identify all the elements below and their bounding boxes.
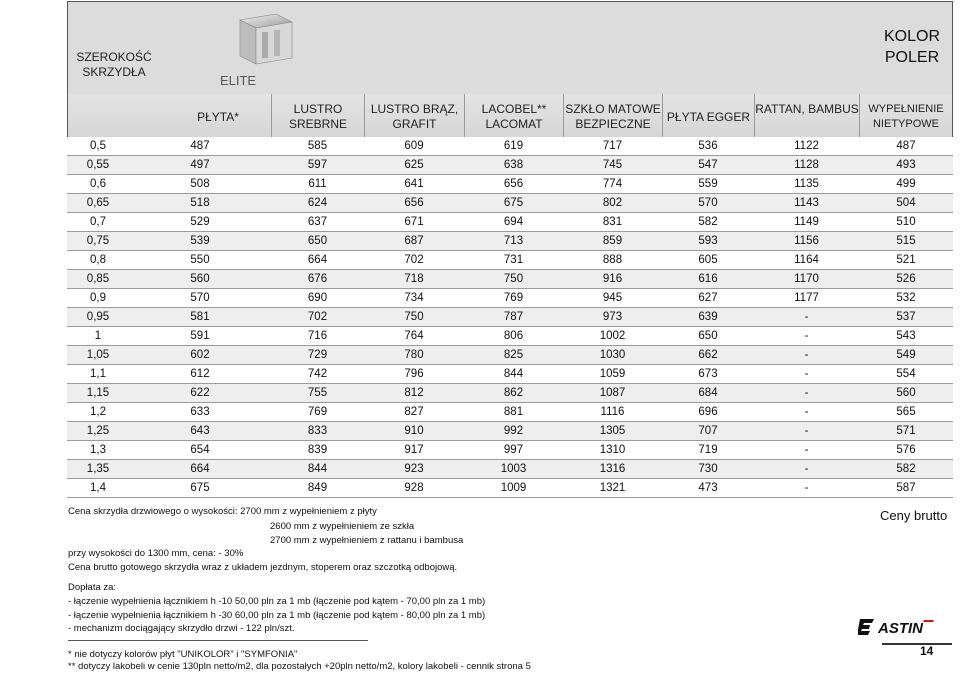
price-cell: 576 — [859, 441, 953, 460]
price-cell: 641 — [364, 175, 464, 194]
page-number: 14 — [920, 644, 934, 658]
price-cell: 582 — [859, 460, 953, 479]
price-cell: 839 — [271, 441, 364, 460]
price-cell: 493 — [859, 156, 953, 175]
price-cell: 515 — [859, 232, 953, 251]
price-cell: 537 — [859, 308, 953, 327]
price-cell: 609 — [364, 137, 464, 156]
width-cell: 1,2 — [67, 403, 129, 422]
price-cell: 518 — [129, 194, 271, 213]
price-cell: 633 — [129, 403, 271, 422]
price-cell: 802 — [563, 194, 662, 213]
ceny-brutto-label: Ceny brutto — [880, 508, 948, 523]
price-cell: 671 — [364, 213, 464, 232]
price-cell: 591 — [129, 327, 271, 346]
price-cell: 787 — [464, 308, 563, 327]
price-cell: 487 — [859, 137, 953, 156]
price-cell: 664 — [271, 251, 364, 270]
price-cell: 605 — [662, 251, 754, 270]
price-cell: 844 — [464, 365, 563, 384]
price-cell: 612 — [129, 365, 271, 384]
table-row — [67, 232, 953, 251]
price-cell: 992 — [464, 422, 563, 441]
price-cell: 827 — [364, 403, 464, 422]
price-cell: 675 — [129, 479, 271, 498]
note-line-2: 2600 mm z wypełnieniem ze szkła — [270, 521, 415, 532]
price-cell: 487 — [129, 137, 271, 156]
table-row — [67, 289, 953, 308]
price-cell: 862 — [464, 384, 563, 403]
price-cell: 587 — [859, 479, 953, 498]
width-cell: 1,1 — [67, 365, 129, 384]
note-line-3: 2700 mm z wypełnieniem z rattanu i bambusa — [270, 535, 464, 546]
price-cell: - — [754, 422, 859, 441]
price-cell: 734 — [364, 289, 464, 308]
width-cell: 0,8 — [67, 251, 129, 270]
price-cell: 1128 — [754, 156, 859, 175]
price-cell: 917 — [364, 441, 464, 460]
footnote-2: ** dotyczy lakobeli w cenie 130pln netto/m2, dla pozostałych +20pln netto/m2, kolory lakobeli - cennik strona 5 — [68, 661, 531, 672]
price-cell: 1003 — [464, 460, 563, 479]
price-cell: 730 — [662, 460, 754, 479]
price-cell: 687 — [364, 232, 464, 251]
table-row — [67, 327, 953, 346]
width-cell: 1,3 — [67, 441, 129, 460]
price-cell: - — [754, 346, 859, 365]
price-cell: 1156 — [754, 232, 859, 251]
price-cell: 570 — [662, 194, 754, 213]
price-cell: 1170 — [754, 270, 859, 289]
price-cell: 616 — [662, 270, 754, 289]
price-cell: 780 — [364, 346, 464, 365]
price-cell: 859 — [563, 232, 662, 251]
price-cell: 638 — [464, 156, 563, 175]
price-cell: 585 — [271, 137, 364, 156]
price-cell: 529 — [129, 213, 271, 232]
column-header-egger: PŁYTA EGGER — [666, 110, 751, 124]
price-cell: 676 — [271, 270, 364, 289]
column-header-szklo: SZKŁO MATOWE BEZPIECZNE — [565, 102, 661, 131]
price-cell: 1030 — [563, 346, 662, 365]
price-cell: 1009 — [464, 479, 563, 498]
price-cell: - — [754, 327, 859, 346]
price-cell: 662 — [662, 346, 754, 365]
price-cell: 796 — [364, 365, 464, 384]
note-line-4: przy wysokości do 1300 mm, cena: - 30% — [68, 548, 244, 559]
table-row — [67, 479, 953, 498]
header-top-band — [68, 2, 952, 94]
price-cell: 718 — [364, 270, 464, 289]
width-cell: 1,25 — [67, 422, 129, 441]
table-row — [67, 384, 953, 403]
price-cell: 597 — [271, 156, 364, 175]
price-cell: 1087 — [563, 384, 662, 403]
table-row — [67, 213, 953, 232]
price-cell: 532 — [859, 289, 953, 308]
price-table — [67, 137, 953, 498]
price-cell: 831 — [563, 213, 662, 232]
price-cell: 713 — [464, 232, 563, 251]
price-cell: 473 — [662, 479, 754, 498]
table-row — [67, 270, 953, 289]
price-cell: 675 — [464, 194, 563, 213]
column-header-lustro-braz: LUSTRO BRĄZ, GRAFIT — [370, 102, 459, 131]
price-cell: 627 — [662, 289, 754, 308]
price-cell: 1122 — [754, 137, 859, 156]
price-cell: 1177 — [754, 289, 859, 308]
price-cell: 750 — [364, 308, 464, 327]
table-row — [67, 441, 953, 460]
price-cell: 696 — [662, 403, 754, 422]
note-line-5: Cena brutto gotowego skrzydła wraz z układem jezdnym, stoperem oraz szczotką odbojową. — [68, 562, 458, 573]
price-cell: 849 — [271, 479, 364, 498]
price-cell: 812 — [364, 384, 464, 403]
price-cell: 806 — [464, 327, 563, 346]
price-cell: 624 — [271, 194, 364, 213]
column-header-nietypowe: WYPEŁNIENIE NIETYPOWE — [868, 103, 944, 130]
price-cell: 650 — [271, 232, 364, 251]
price-cell: - — [754, 384, 859, 403]
doplata-item: - łączenie wypełnienia łącznikiem h -10 50,00 pln za 1 mb (łączenie pod kątem - 70,00 pln za 1 mb) — [68, 596, 486, 607]
price-cell: 844 — [271, 460, 364, 479]
price-cell: 745 — [563, 156, 662, 175]
price-cell: 602 — [129, 346, 271, 365]
column-header-plyta: PŁYTA* — [197, 110, 239, 124]
price-cell: 560 — [859, 384, 953, 403]
price-cell: - — [754, 441, 859, 460]
price-cell: 729 — [271, 346, 364, 365]
price-cell: 521 — [859, 251, 953, 270]
price-cell: 945 — [563, 289, 662, 308]
price-cell: 554 — [859, 365, 953, 384]
price-cell: 719 — [662, 441, 754, 460]
price-cell: 707 — [662, 422, 754, 441]
price-cell: 888 — [563, 251, 662, 270]
note-price-heights: Cena skrzydła drzwiowego o wysokości: 2700 mm z wypełnieniem z płyty — [68, 506, 377, 517]
price-cell: 619 — [464, 137, 563, 156]
price-cell: 497 — [129, 156, 271, 175]
price-cell: 1002 — [563, 327, 662, 346]
price-cell: 1316 — [563, 460, 662, 479]
price-cell: 582 — [662, 213, 754, 232]
price-cell: 611 — [271, 175, 364, 194]
price-cell: 656 — [364, 194, 464, 213]
table-row — [67, 156, 953, 175]
price-cell: 916 — [563, 270, 662, 289]
table-row — [67, 137, 953, 156]
width-cell: 0,65 — [67, 194, 129, 213]
price-cell: 559 — [662, 175, 754, 194]
page-number-bar — [882, 643, 952, 645]
price-cell: 833 — [271, 422, 364, 441]
price-cell: 769 — [271, 403, 364, 422]
astin-logo — [858, 617, 950, 637]
price-cell: 1149 — [754, 213, 859, 232]
width-cell: 0,85 — [67, 270, 129, 289]
product-label: ELITE — [219, 73, 257, 88]
doplata-item: - mechanizm dociągający skrzydło drzwi - 122 pln/szt. — [68, 623, 295, 634]
price-cell: 560 — [129, 270, 271, 289]
price-cell: - — [754, 365, 859, 384]
price-cell: 510 — [859, 213, 953, 232]
price-cell: 499 — [859, 175, 953, 194]
width-cell: 0,7 — [67, 213, 129, 232]
footnote-rule — [68, 640, 368, 641]
price-cell: 571 — [859, 422, 953, 441]
price-cell: 504 — [859, 194, 953, 213]
doplata-item: - łączenie wypełnienia łącznikiem h -30 60,00 pln za 1 mb (łączenie pod kątem - 80,00 pln za 1 mb) — [68, 610, 486, 621]
width-cell: 0,5 — [67, 137, 129, 156]
price-cell: 825 — [464, 346, 563, 365]
width-cell: 1 — [67, 327, 129, 346]
table-row — [67, 194, 953, 213]
price-cell: 702 — [364, 251, 464, 270]
width-cell: 0,9 — [67, 289, 129, 308]
kolor-label: KOLOR POLER — [883, 28, 940, 66]
price-cell: 565 — [859, 403, 953, 422]
price-cell: 1305 — [563, 422, 662, 441]
price-cell: 643 — [129, 422, 271, 441]
profile-image — [236, 14, 296, 72]
price-cell: - — [754, 460, 859, 479]
price-cell: 1059 — [563, 365, 662, 384]
price-cell: 1310 — [563, 441, 662, 460]
doplata-title: Dopłata za: — [68, 582, 117, 593]
price-cell: 997 — [464, 441, 563, 460]
price-cell: - — [754, 479, 859, 498]
price-cell: 625 — [364, 156, 464, 175]
price-cell: 536 — [662, 137, 754, 156]
price-cell: 774 — [563, 175, 662, 194]
price-cell: 1164 — [754, 251, 859, 270]
price-cell: 755 — [271, 384, 364, 403]
price-cell: 1135 — [754, 175, 859, 194]
column-header-rattan: RATTAN, BAMBUS — [755, 102, 859, 116]
width-cell: 0,55 — [67, 156, 129, 175]
price-cell: 547 — [662, 156, 754, 175]
price-cell: 581 — [129, 308, 271, 327]
price-cell: 543 — [859, 327, 953, 346]
price-cell: 881 — [464, 403, 563, 422]
price-cell: 673 — [662, 365, 754, 384]
price-cell: - — [754, 403, 859, 422]
price-cell: 750 — [464, 270, 563, 289]
price-cell: 526 — [859, 270, 953, 289]
price-cell: 639 — [662, 308, 754, 327]
price-cell: 664 — [129, 460, 271, 479]
price-cell: 923 — [364, 460, 464, 479]
price-cell: 694 — [464, 213, 563, 232]
price-cell: 637 — [271, 213, 364, 232]
column-header-lustro-srebrne: LUSTRO SREBRNE — [288, 102, 347, 131]
footnote-1: * nie dotyczy kolorów płyt "UNIKOLOR" i "SYMFONIA" — [68, 649, 298, 660]
price-cell: 570 — [129, 289, 271, 308]
brand-text: ASTIN — [878, 620, 923, 637]
width-cell: 1,4 — [67, 479, 129, 498]
width-label: SZEROKOŚĆ SKRZYDŁA — [76, 50, 152, 79]
price-cell: 690 — [271, 289, 364, 308]
width-cell: 1,15 — [67, 384, 129, 403]
table-row — [67, 308, 953, 327]
price-cell: 973 — [563, 308, 662, 327]
price-cell: 769 — [464, 289, 563, 308]
table-row — [67, 175, 953, 194]
width-cell: 0,75 — [67, 232, 129, 251]
price-cell: 716 — [271, 327, 364, 346]
price-cell: 539 — [129, 232, 271, 251]
price-cell: 717 — [563, 137, 662, 156]
price-cell: 910 — [364, 422, 464, 441]
column-header-lacobel: LACOBEL** LACOMAT — [481, 102, 547, 131]
width-cell: 0,95 — [67, 308, 129, 327]
width-cell: 0,6 — [67, 175, 129, 194]
price-cell: 593 — [662, 232, 754, 251]
table-row — [67, 346, 953, 365]
price-cell: 731 — [464, 251, 563, 270]
price-cell: 1321 — [563, 479, 662, 498]
price-cell: 684 — [662, 384, 754, 403]
table-row — [67, 365, 953, 384]
price-cell: 650 — [662, 327, 754, 346]
price-cell: 550 — [129, 251, 271, 270]
table-row — [67, 422, 953, 441]
price-cell: 928 — [364, 479, 464, 498]
price-cell: - — [754, 308, 859, 327]
table-row — [67, 251, 953, 270]
price-cell: 742 — [271, 365, 364, 384]
width-cell: 1,35 — [67, 460, 129, 479]
price-cell: 702 — [271, 308, 364, 327]
price-cell: 764 — [364, 327, 464, 346]
width-cell: 1,05 — [67, 346, 129, 365]
price-cell: 1116 — [563, 403, 662, 422]
price-cell: 654 — [129, 441, 271, 460]
price-cell: 549 — [859, 346, 953, 365]
table-row — [67, 403, 953, 422]
price-cell: 1143 — [754, 194, 859, 213]
price-cell: 656 — [464, 175, 563, 194]
price-cell: 622 — [129, 384, 271, 403]
price-cell: 508 — [129, 175, 271, 194]
table-row — [67, 460, 953, 479]
